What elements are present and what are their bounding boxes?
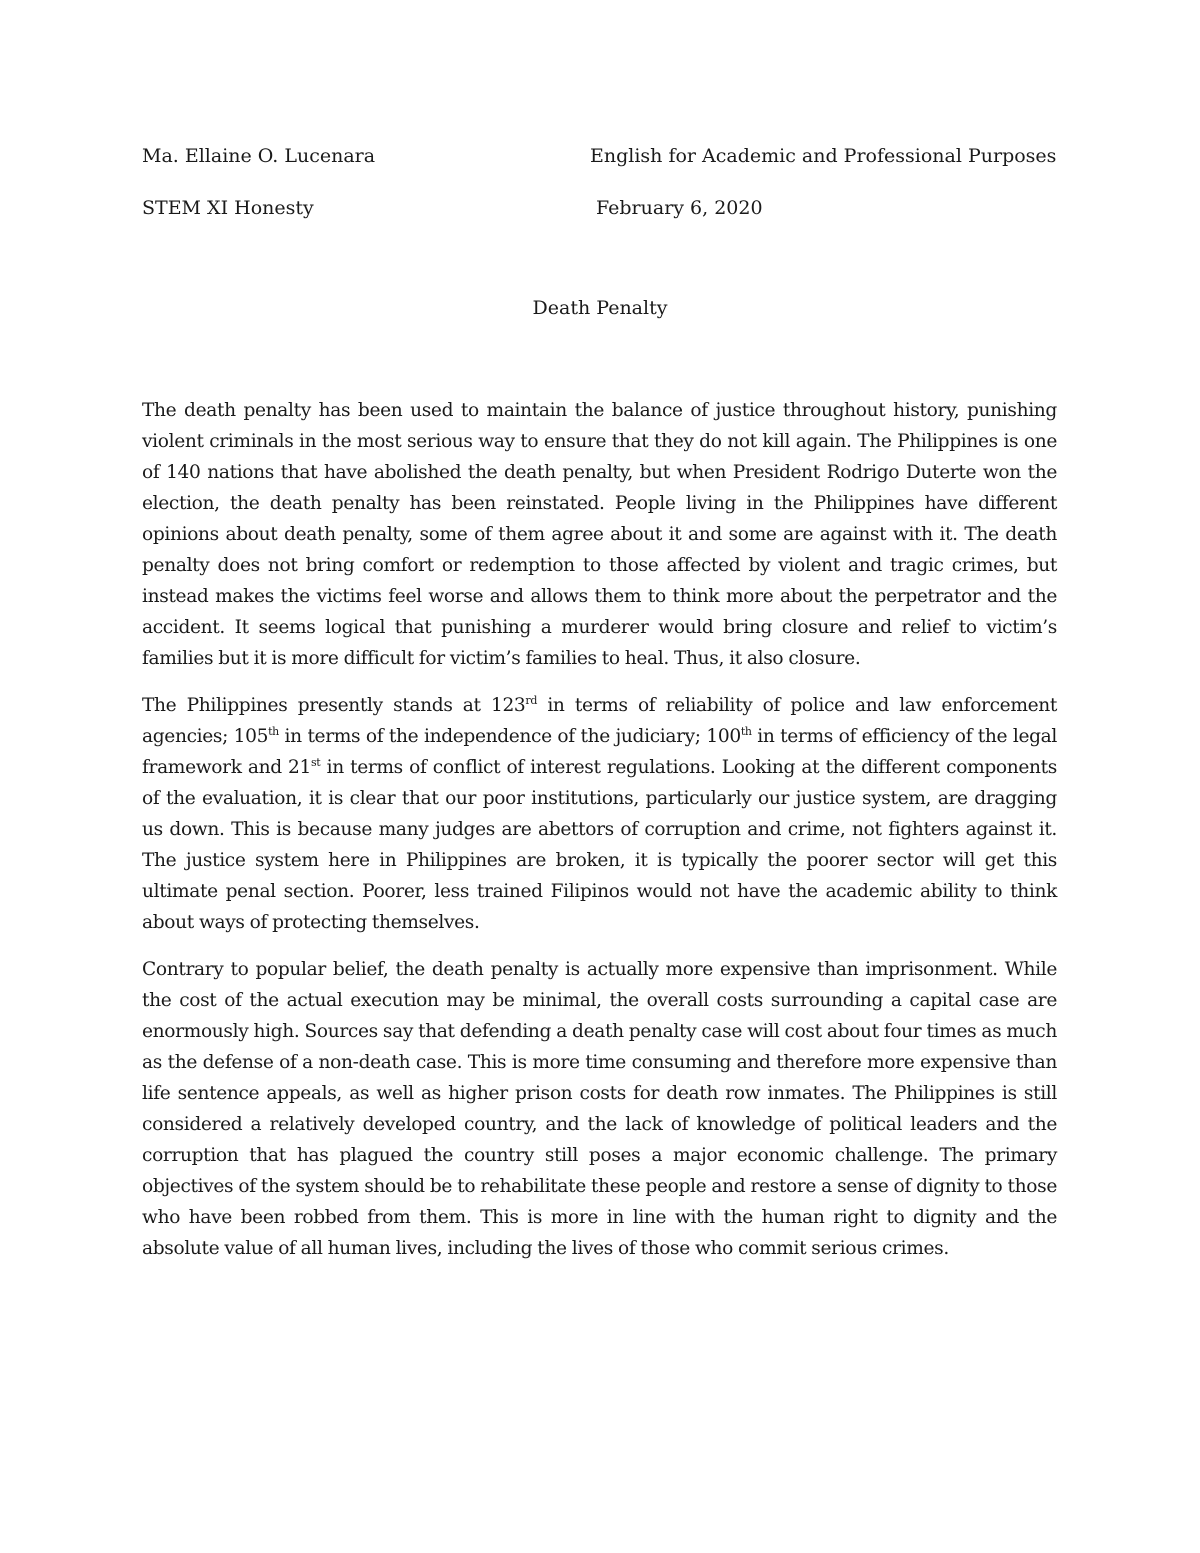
document-body (142, 395, 1057, 1280)
ordinal-suffix: th (740, 724, 752, 738)
paragraph-1: The death penalty has been used to maintain the balance of justice throughout history, punishing violent criminals in the most serious way to ensure that they do not kill again. The Philippines is one of 140 nations that have abolished the death penalty, but when President Rodrigo Duterte won the election, the death penalty has been reinstated. People living in the Philippines have different opinions about death penalty, some of them agree about it and some are against with it. The death penalty does not bring comfort or redemption to those affected by violent and tragic crimes, but instead makes the victims feel worse and allows them to think more about the perpetrator and the accident. It seems logical that punishing a murderer would bring closure and relief to victim’s families but it is more difficult for victim’s families to heal. Thus, it also closure. (142, 400, 1057, 669)
paragraph-3: Contrary to popular belief, the death penalty is actually more expensive than imprisonment. While the cost of the actual execution may be minimal, the overall costs surrounding a capital case are enormously high. Sources say that defending a death penalty case will cost about four times as much as the defense of a non-death case. This is more time consuming and therefore more expensive than life sentence appeals, as well as higher prison costs for death row inmates. The Philippines is still considered a relatively developed country, and the lack of knowledge of political leaders and the corruption that has plagued the country still poses a major economic challenge. The primary objectives of the system should be to rehabilitate these people and restore a sense of dignity to those who have been robbed from them. This is more in line with the human right to dignity and the absolute value of all human lives, including the lives of those who commit serious crimes. (142, 959, 1057, 1259)
paragraph-2 (142, 690, 1057, 938)
ordinal-suffix: rd (525, 693, 538, 707)
paragraph-2-text: in terms of efficiency of the legal framework and 21 (142, 726, 1057, 778)
document-title: Death Penalty (532, 297, 668, 319)
course-name: English for Academic and Professional Purposes (590, 145, 1057, 167)
paragraph-2-text: in terms of conflict of interest regulations. Looking at the different components of the evaluation, it is clear that our poor institutions, particularly our justice system, are dragging us down. This is because many judges are abettors of corruption and crime, not fighters against it. The justice system here in Philippines are broken, it is typically the poorer sector will get this ultimate penal section. Poorer, less trained Filipinos would not have the academic ability to think about ways of protecting themselves. (142, 757, 1057, 933)
ordinal-suffix: th (268, 724, 279, 738)
document-date: February 6, 2020 (596, 197, 763, 219)
paragraph-2-text: in terms of reliability of police and law enforcement agencies; 105 (142, 695, 1057, 747)
paragraph-2-text: in terms of the independence of the judiciary; 100 (278, 726, 741, 747)
paragraph-2-text: The Philippines presently stands at 123 (142, 695, 526, 716)
ordinal-suffix: st (310, 755, 321, 769)
student-name: Ma. Ellaine O. Lucenara (142, 145, 376, 167)
class-section: STEM XI Honesty (142, 197, 314, 219)
